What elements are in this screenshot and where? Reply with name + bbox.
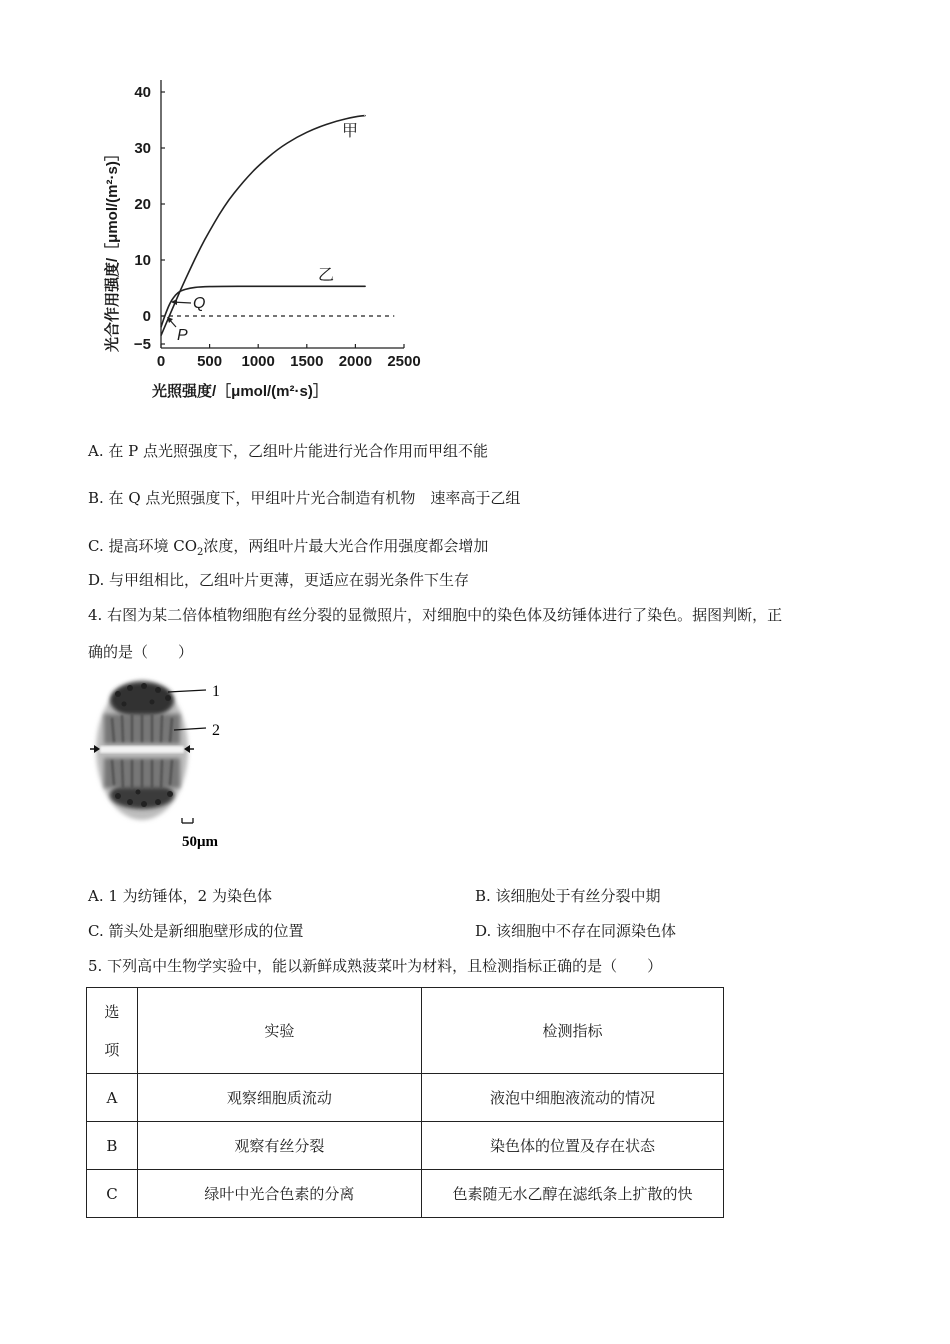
q3-option-c (88, 536, 488, 563)
table-row (87, 1074, 724, 1122)
header-experiment: 实验 (137, 988, 421, 1074)
row-experiment: 绿叶中光合色素的分离 (137, 1170, 421, 1218)
row-option: B (87, 1122, 138, 1170)
row-option: A (87, 1074, 138, 1122)
header-option-line1: 选 (104, 1002, 120, 1021)
y-tick-label: 10 (134, 252, 151, 269)
scale-bar-label: 50μm (182, 834, 218, 850)
q4-option-c: C. 箭头处是新细胞壁形成的位置 (88, 922, 304, 940)
y-tick-label: 40 (134, 84, 151, 101)
header-option (87, 988, 138, 1074)
y-tick-label: 20 (134, 196, 151, 213)
series-line-yi (161, 286, 365, 327)
x-tick-label: 1000 (241, 353, 275, 370)
table-row (87, 1122, 724, 1170)
q3-option-c-pre: C. 提高环境 CO (88, 537, 198, 555)
y-axis-label: 光合作用强度/［μmol/(m²·s)］ (104, 146, 121, 352)
q5-stem: 5. 下列高中生物学实验中，能以新鲜成熟菠菜叶为材料，且检测指标正确的是（ ） (88, 957, 663, 975)
q3-option-a: A. 在 P 点光照强度下，乙组叶片能进行光合作用而甲组不能 (88, 442, 489, 460)
x-tick-label: 0 (156, 353, 166, 370)
series-line-jia (161, 116, 365, 336)
x-tick-label: 2500 (387, 353, 421, 370)
q4-stem-line2: 确的是（ ） (88, 643, 194, 661)
q3-option-d: D. 与甲组相比，乙组叶片更薄，更适应在弱光条件下生存 (88, 571, 470, 589)
row-indicator: 染色体的位置及存在状态 (421, 1122, 723, 1170)
row-indicator: 液泡中细胞液流动的情况 (421, 1074, 723, 1122)
row-experiment: 观察有丝分裂 (137, 1122, 421, 1170)
q3-option-c-sub: 2 (197, 547, 204, 558)
y-tick-label: −5 (133, 336, 151, 353)
x-axis-label: 光照强度/［μmol/(m²·s)］ (152, 383, 328, 400)
point-p-label: P (177, 327, 188, 344)
experiment-table (86, 987, 724, 1218)
q4-option-d: D. 该细胞中不存在同源染色体 (475, 922, 677, 940)
series-label-jia: 甲 (342, 123, 359, 140)
y-tick-label: 0 (142, 308, 151, 325)
mitosis-micrograph (82, 670, 262, 860)
micro-label-1: 1 (212, 683, 220, 700)
table-row (87, 1170, 724, 1218)
row-indicator: 色素随无水乙醇在滤纸条上扩散的快 (421, 1170, 723, 1218)
row-option: C (87, 1170, 138, 1218)
q4-stem-line1: 4. 右图为某二倍体植物细胞有丝分裂的显微照片，对细胞中的染色体及纺锤体进行了染色。据图判断，正 (88, 606, 783, 624)
table-header-row (87, 988, 724, 1074)
y-axis-ticks (134, 84, 165, 353)
y-tick-label: 30 (134, 140, 151, 157)
header-option-line2: 项 (104, 1040, 120, 1059)
q3-option-c-post: 浓度，两组叶片最大光合作用强度都会增加 (203, 537, 489, 555)
x-tick-label: 2000 (338, 353, 373, 370)
micro-label-2: 2 (212, 722, 220, 739)
header-indicator: 检测指标 (421, 988, 723, 1074)
point-q-label: Q (193, 295, 206, 312)
series-label-yi: 乙 (318, 267, 335, 284)
q4-option-a: A. 1 为纺锤体，2 为染色体 (88, 887, 272, 905)
photosynthesis-chart (92, 70, 432, 415)
x-tick-label: 1500 (290, 353, 324, 370)
x-tick-label: 500 (197, 353, 223, 370)
row-experiment: 观察细胞质流动 (137, 1074, 421, 1122)
q3-option-b: B. 在 Q 点光照强度下，甲组叶片光合制造有机物 速率高于乙组 (88, 489, 521, 507)
q4-option-b: B. 该细胞处于有丝分裂中期 (475, 887, 661, 905)
